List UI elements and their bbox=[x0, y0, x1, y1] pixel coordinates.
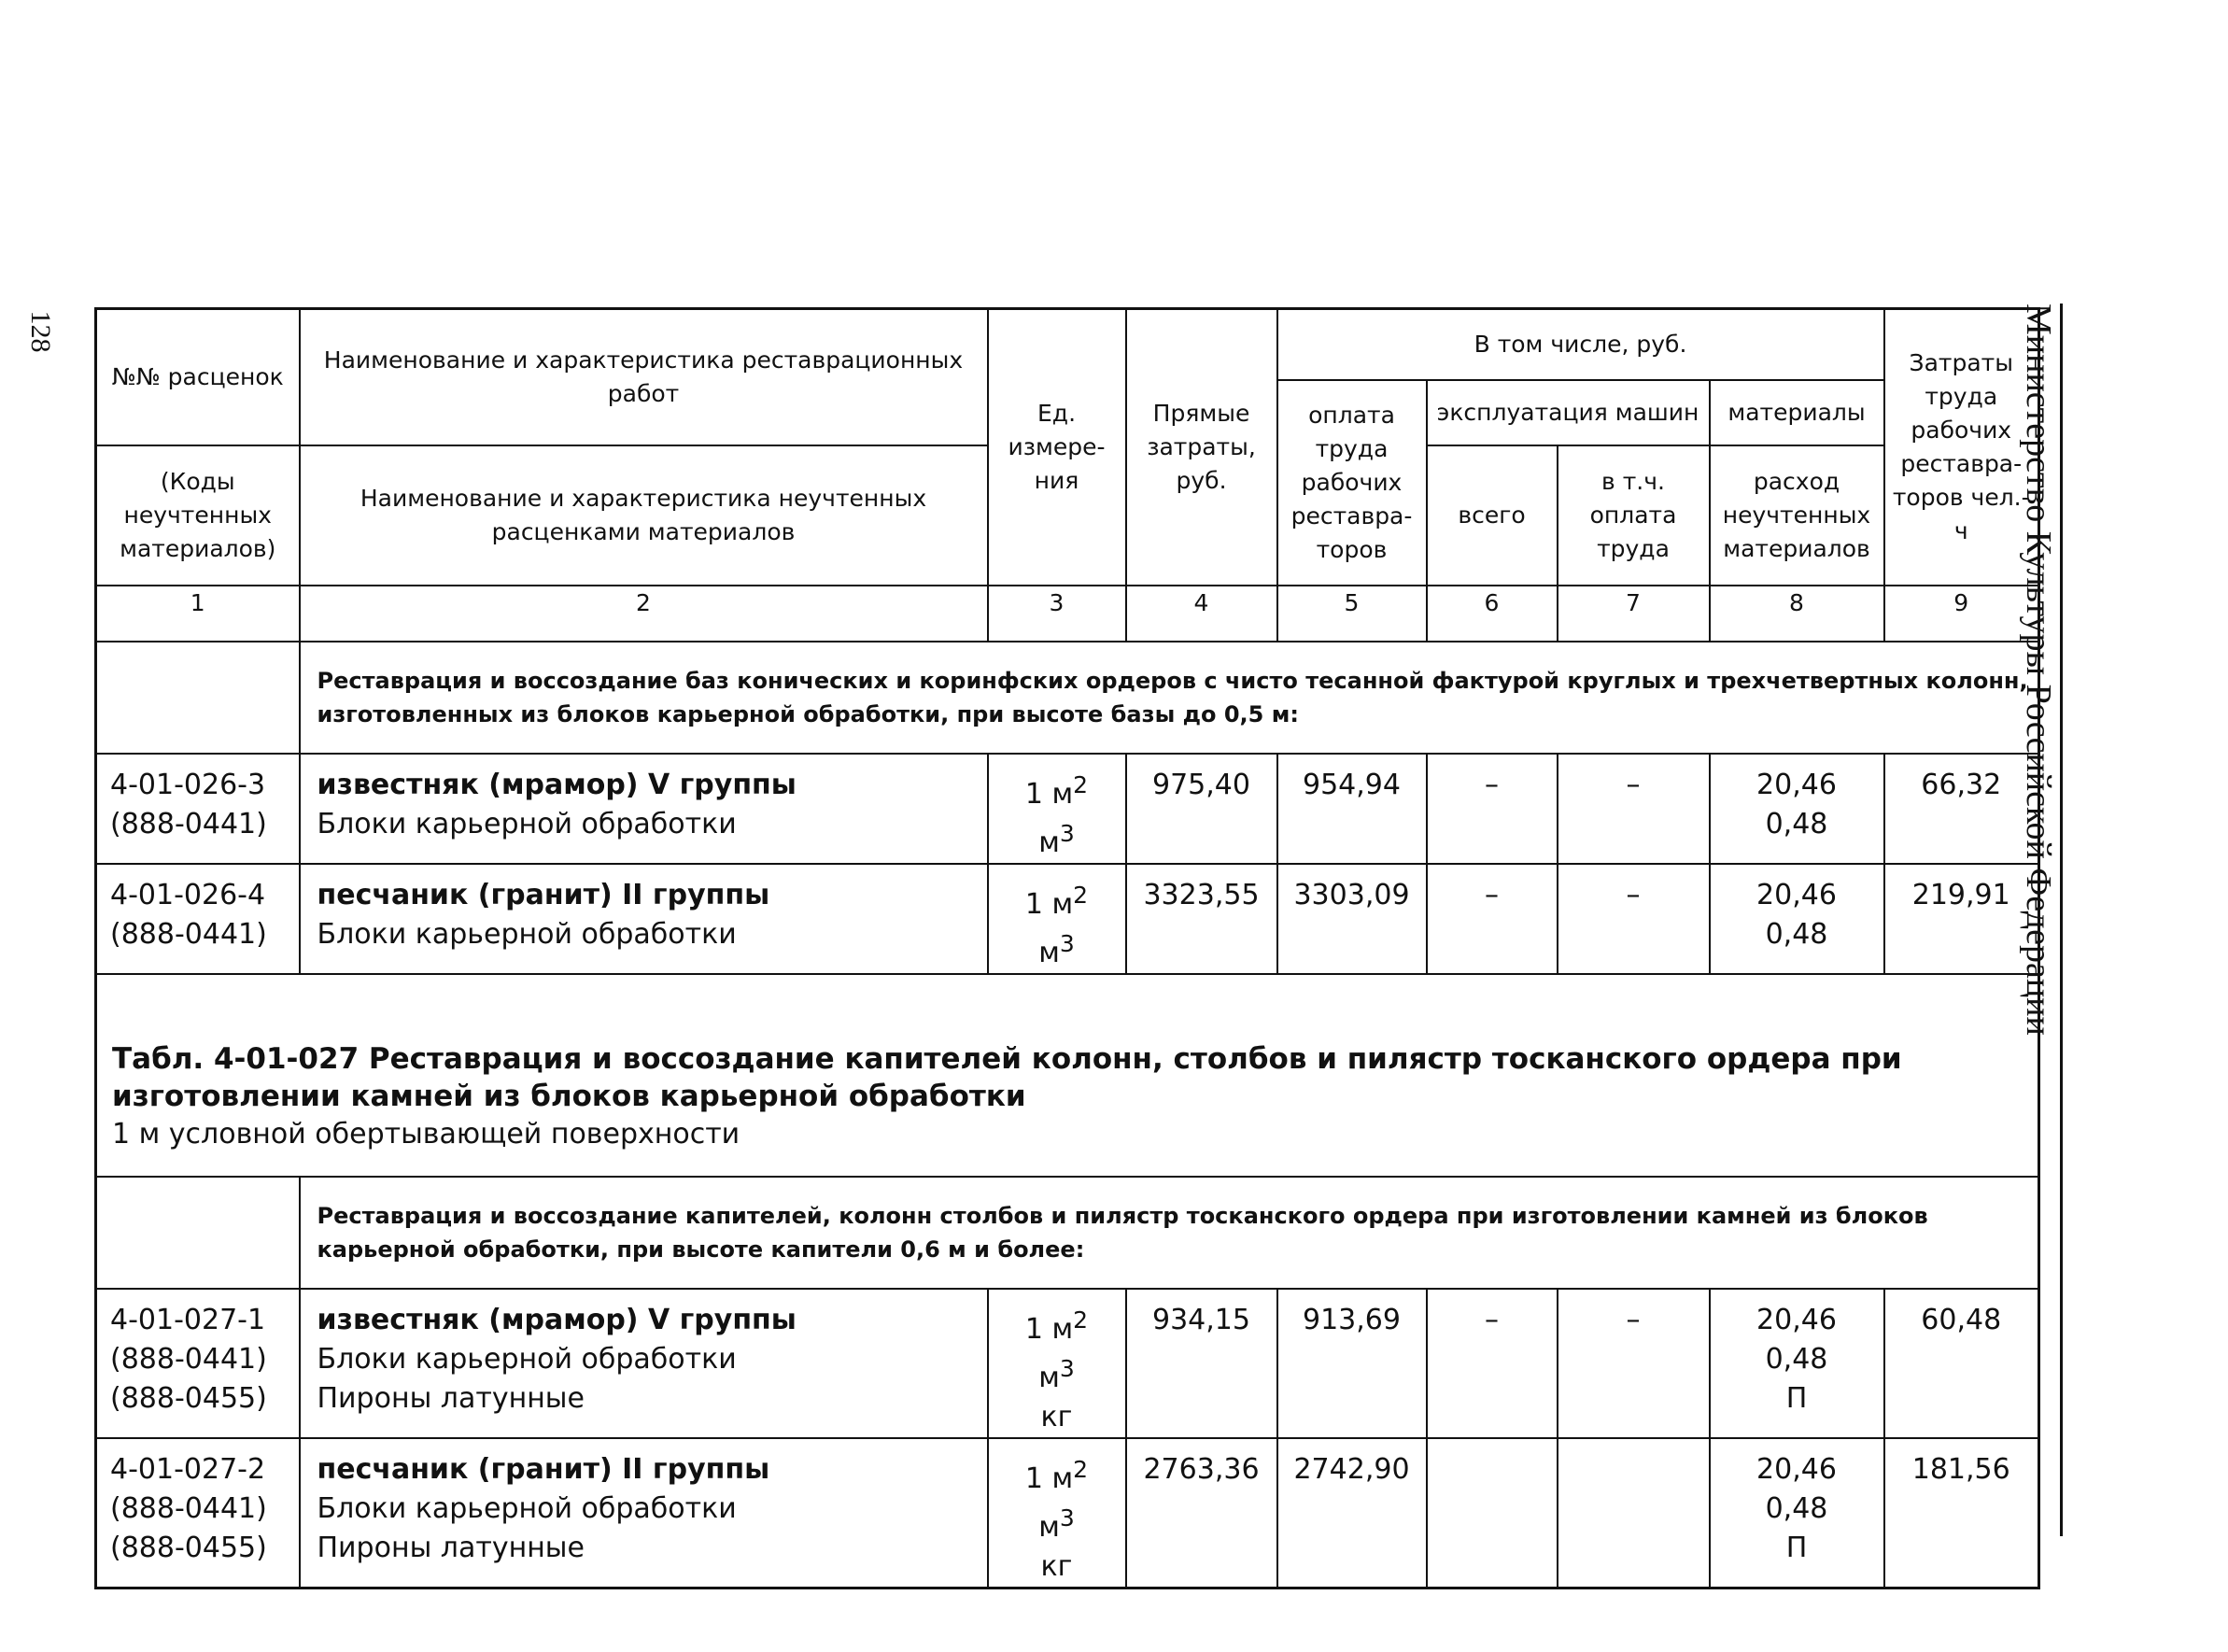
machines-labor: – bbox=[1558, 1289, 1710, 1438]
labor-pay: 913,69 bbox=[1277, 1289, 1427, 1438]
material-code: (888-0441) bbox=[110, 1491, 267, 1525]
table-title: Табл. 4-01-027 Реставрация и воссоздание капителей колонн, столбов и пилястр тосканского ордера при изготовлении камней из блоков карьерной обработки bbox=[112, 1041, 1902, 1113]
materials-cost: 20,46 bbox=[1756, 1303, 1837, 1336]
rate-code-cell bbox=[96, 1438, 300, 1588]
column-number: 5 bbox=[1277, 586, 1427, 642]
unit-material-exponent: 3 bbox=[1059, 929, 1075, 957]
group-code-empty bbox=[96, 1177, 300, 1289]
unit-main: 1 м bbox=[1024, 1461, 1074, 1495]
unit-material: м bbox=[1038, 1361, 1060, 1394]
material-name: Блоки карьерной обработки bbox=[317, 807, 737, 840]
machines-total: – bbox=[1427, 1289, 1558, 1438]
unit-material: м bbox=[1038, 1510, 1060, 1544]
rate-code: 4-01-026-4 bbox=[110, 878, 266, 911]
header-direct-costs: Прямые затраты, руб. bbox=[1126, 309, 1277, 586]
column-number: 4 bbox=[1126, 586, 1277, 642]
unit-material: кг bbox=[1040, 1549, 1073, 1583]
rate-code-cell bbox=[96, 1289, 300, 1438]
material-consumption: 0,48 bbox=[1765, 917, 1828, 951]
table-caption bbox=[96, 974, 2039, 1177]
table-row bbox=[96, 754, 2039, 864]
work-name: песчаник (гранит) II группы bbox=[317, 878, 770, 911]
labor-pay: 2742,90 bbox=[1277, 1438, 1427, 1588]
machines-labor: – bbox=[1558, 864, 1710, 974]
materials-cost: 20,46 bbox=[1756, 1452, 1837, 1486]
material-name: Пироны латунные bbox=[317, 1531, 585, 1564]
material-code: (888-0455) bbox=[110, 1381, 267, 1415]
header-materials: материалы bbox=[1710, 380, 1884, 445]
header-labor-hours: Затраты труда рабочих реставра-торов чел.-ч bbox=[1884, 309, 2039, 586]
unit-main: 1 м bbox=[1024, 887, 1074, 921]
column-number: 7 bbox=[1558, 586, 1710, 642]
header-unaccounted-materials: расход неучтенных материалов bbox=[1710, 445, 1884, 586]
header-machines-labor: в т.ч. оплата труда bbox=[1558, 445, 1710, 586]
materials-cell bbox=[1710, 754, 1884, 864]
labor-pay: 954,94 bbox=[1277, 754, 1427, 864]
group-title: Реставрация и воссоздание баз конических и коринфских ордеров с чисто тесанной фактурой круглых и трехчетвертных колонн, изготовленных из блоков карьерной обработки, при высоте базы до 0,5 м: bbox=[300, 642, 2039, 754]
direct-costs: 975,40 bbox=[1126, 754, 1277, 864]
unit-main: 1 м bbox=[1024, 777, 1074, 811]
group-code-empty bbox=[96, 642, 300, 754]
material-consumption: П bbox=[1785, 1531, 1808, 1564]
header-col2-top: Наименование и характеристика реставрационных работ bbox=[300, 309, 988, 445]
header-including: В том числе, руб. bbox=[1277, 309, 1884, 380]
material-name: Блоки карьерной обработки bbox=[317, 1491, 737, 1525]
unit-main-exponent: 2 bbox=[1073, 1306, 1089, 1334]
rate-code: 4-01-026-3 bbox=[110, 768, 266, 801]
material-consumption: 0,48 bbox=[1765, 807, 1828, 840]
group-title: Реставрация и воссоздание капителей, колонн столбов и пилястр тосканского ордера при изготовлении камней из блоков карьерной обработки, при высоте капители 0,6 м и более: bbox=[300, 1177, 2039, 1289]
direct-costs: 2763,36 bbox=[1126, 1438, 1277, 1588]
machines-total: – bbox=[1427, 864, 1558, 974]
header-machines-total: всего bbox=[1427, 445, 1558, 586]
unit-material: м bbox=[1038, 826, 1060, 859]
page-number: 128 bbox=[25, 310, 56, 353]
column-number: 9 bbox=[1884, 586, 2039, 642]
material-name: Блоки карьерной обработки bbox=[317, 917, 737, 951]
unit-cell bbox=[988, 1289, 1126, 1438]
work-name: песчаник (гранит) II группы bbox=[317, 1452, 770, 1486]
material-code: (888-0441) bbox=[110, 807, 267, 840]
header-machines: эксплуатация машин bbox=[1427, 380, 1710, 445]
unit-material: м bbox=[1038, 936, 1060, 969]
machines-labor: – bbox=[1558, 754, 1710, 864]
material-consumption: 0,48 bbox=[1765, 1491, 1828, 1525]
unit-main-exponent: 2 bbox=[1073, 1455, 1089, 1483]
work-name-cell bbox=[300, 1438, 988, 1588]
unit-main: 1 м bbox=[1024, 1312, 1074, 1346]
materials-cell bbox=[1710, 864, 1884, 974]
unit-material-exponent: 3 bbox=[1059, 1354, 1075, 1382]
material-code: (888-0441) bbox=[110, 917, 267, 951]
header-col2-bottom: Наименование и характеристика неучтенных расценками материалов bbox=[300, 445, 988, 586]
materials-cell bbox=[1710, 1289, 1884, 1438]
work-name-cell bbox=[300, 754, 988, 864]
header-unit: Ед. измере-ния bbox=[988, 309, 1126, 586]
materials-cost: 20,46 bbox=[1756, 768, 1837, 801]
unit-cell bbox=[988, 754, 1126, 864]
running-header-rule bbox=[2060, 304, 2063, 1536]
labor-pay: 3303,09 bbox=[1277, 864, 1427, 974]
table-row bbox=[96, 1289, 2039, 1438]
table-row bbox=[96, 1438, 2039, 1588]
direct-costs: 934,15 bbox=[1126, 1289, 1277, 1438]
material-name: Блоки карьерной обработки bbox=[317, 1342, 737, 1376]
header-col1-top: №№ расценок bbox=[96, 309, 300, 445]
labor-hours: 60,48 bbox=[1884, 1289, 2039, 1438]
unit-main-exponent: 2 bbox=[1073, 881, 1089, 909]
labor-hours: 181,56 bbox=[1884, 1438, 2039, 1588]
column-number: 6 bbox=[1427, 586, 1558, 642]
column-number: 2 bbox=[300, 586, 988, 642]
column-number: 3 bbox=[988, 586, 1126, 642]
work-name-cell bbox=[300, 1289, 988, 1438]
header-labor-pay: оплата труда рабочих реставра-торов bbox=[1277, 380, 1427, 586]
materials-cost: 20,46 bbox=[1756, 878, 1837, 911]
unit-main-exponent: 2 bbox=[1073, 770, 1089, 798]
material-consumption: 0,48 bbox=[1765, 1342, 1828, 1376]
unit-material: кг bbox=[1040, 1400, 1073, 1433]
material-consumption: П bbox=[1785, 1381, 1808, 1415]
running-header: Министерство Культуры Российской Федерации bbox=[2019, 304, 2058, 1036]
rate-code-cell bbox=[96, 864, 300, 974]
machines-labor bbox=[1558, 1438, 1710, 1588]
column-number: 1 bbox=[96, 586, 300, 642]
rate-code-cell bbox=[96, 754, 300, 864]
material-code: (888-0441) bbox=[110, 1342, 267, 1376]
machines-total bbox=[1427, 1438, 1558, 1588]
column-number: 8 bbox=[1710, 586, 1884, 642]
table-row bbox=[96, 864, 2039, 974]
unit-material-exponent: 3 bbox=[1059, 1504, 1075, 1532]
materials-cell bbox=[1710, 1438, 1884, 1588]
unit-cell bbox=[988, 864, 1126, 974]
rate-code: 4-01-027-1 bbox=[110, 1303, 266, 1336]
price-table bbox=[94, 307, 2040, 1589]
work-name-cell bbox=[300, 864, 988, 974]
labor-hours: 219,91 bbox=[1884, 864, 2039, 974]
rate-code: 4-01-027-2 bbox=[110, 1452, 266, 1486]
direct-costs: 3323,55 bbox=[1126, 864, 1277, 974]
material-name: Пироны латунные bbox=[317, 1381, 585, 1415]
header-col1-bottom: (Коды неучтенных материалов) bbox=[96, 445, 300, 586]
work-name: известняк (мрамор) V группы bbox=[317, 1303, 797, 1336]
unit-cell bbox=[988, 1438, 1126, 1588]
material-code: (888-0455) bbox=[110, 1531, 267, 1564]
labor-hours: 66,32 bbox=[1884, 754, 2039, 864]
machines-total: – bbox=[1427, 754, 1558, 864]
table-subtitle: 1 м условной обертывающей поверхности bbox=[112, 1117, 740, 1151]
work-name: известняк (мрамор) V группы bbox=[317, 768, 797, 801]
unit-material-exponent: 3 bbox=[1059, 819, 1075, 847]
